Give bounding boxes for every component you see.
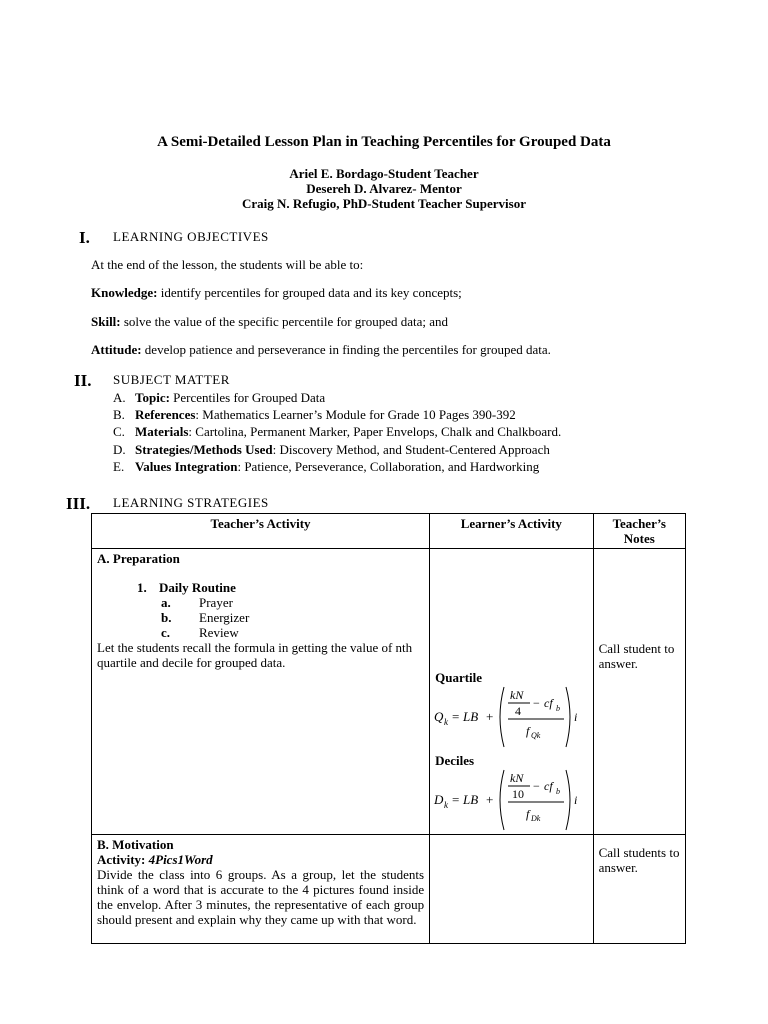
formula-text: Qk: [531, 731, 541, 740]
table-row: [92, 835, 686, 944]
item-label: Topic:: [135, 390, 170, 405]
routine-heading: [97, 580, 424, 595]
teacher-activity-cell: [92, 835, 430, 944]
item-text: Percentiles for Grouped Data: [169, 390, 326, 405]
strategies-table: [91, 513, 686, 944]
routine-label: Daily Routine: [159, 580, 236, 595]
item-letter: E.: [113, 459, 125, 474]
author-line: Ariel E. Bordago-Student Teacher: [289, 166, 479, 181]
section-title: LEARNING OBJECTIVES: [113, 229, 269, 244]
formula-text: f: [526, 807, 530, 821]
teacher-activity-cell: [92, 549, 430, 835]
deciles-formula: [432, 766, 580, 832]
left-paren: [500, 687, 504, 747]
formula-text: k: [444, 717, 449, 727]
item-label: Strategies/Methods Used: [135, 442, 273, 457]
page-title: A Semi-Detailed Lesson Plan in Teaching Percentiles for Grouped Data: [157, 134, 611, 150]
routine-item-letter: b.: [161, 610, 172, 625]
objective-knowledge: [91, 285, 462, 301]
formula-text: i: [574, 710, 578, 724]
quartile-label: Quartile: [435, 670, 483, 685]
row-heading: B. Motivation: [97, 837, 174, 852]
activity-name: 4Pics1Word: [148, 852, 213, 867]
activity-label: Activity:: [97, 852, 149, 867]
objective-attitude: [91, 342, 551, 358]
right-paren: [566, 687, 570, 747]
table-header-row: [92, 514, 686, 549]
teacher-notes-cell: [593, 549, 685, 835]
formula-text: b: [556, 787, 561, 796]
subject-item: [113, 423, 561, 440]
formula-text: +: [486, 709, 494, 724]
section-number: I.: [79, 228, 90, 247]
routine-item: [97, 595, 424, 610]
learner-activity-cell: [430, 835, 593, 944]
formula-text: 10: [512, 787, 525, 801]
author-list: [0, 166, 768, 211]
formula-text: 4: [515, 704, 522, 718]
objective-text: develop patience and perseverance in finding the percentiles for grouped data.: [141, 342, 551, 357]
quartile-formula: [432, 683, 580, 749]
item-letter: C.: [113, 424, 125, 439]
objective-label: Knowledge:: [91, 285, 158, 300]
objective-skill: [91, 314, 448, 330]
header-teacher-activity: Teacher’s Activity: [92, 514, 430, 549]
formula-text: D: [434, 792, 444, 807]
item-letter: A.: [113, 390, 126, 405]
motivation-text: Divide the class into 6 groups. As a group, let the students think of a word that is accurate to the 4 pictures found inside the envelop. After 3 minutes, the representative of each group should present and explain why they came up with that word.: [97, 867, 425, 927]
left-paren: [500, 770, 504, 830]
section-title: LEARNING STRATEGIES: [113, 495, 269, 510]
item-text: : Patience, Perseverance, Collaboration, and Hardworking: [237, 459, 540, 474]
formula-text: −: [533, 779, 540, 793]
activity-heading: [97, 852, 424, 867]
subject-item: [113, 406, 516, 423]
formula-text: cf: [544, 696, 553, 710]
teacher-note: Call students to answer.: [598, 845, 680, 875]
subject-item: [113, 441, 550, 458]
section-number: II.: [74, 371, 92, 390]
author-line: Desereh D. Alvarez- Mentor: [306, 181, 462, 196]
subject-item: [113, 458, 539, 475]
table-row: [92, 549, 686, 835]
header-learner-activity: Learner’s Activity: [430, 514, 593, 549]
learner-activity-cell: [430, 549, 593, 835]
routine-item-letter: c.: [161, 625, 171, 640]
formula-text: f: [526, 724, 530, 738]
routine-item: [97, 625, 424, 640]
objective-label: Skill:: [91, 314, 121, 329]
formula-text: −: [533, 696, 540, 710]
teacher-note: Call student to answer.: [598, 641, 675, 671]
author-line: Craig N. Refugio, PhD-Student Teacher Supervisor: [242, 196, 526, 211]
objective-text: identify percentiles for grouped data and its key concepts;: [157, 285, 462, 300]
objective-label: Attitude:: [91, 342, 142, 357]
formula-text: k: [444, 800, 449, 810]
item-letter: D.: [113, 442, 126, 457]
routine-item-letter: a.: [161, 595, 171, 610]
item-label: Materials: [135, 424, 189, 439]
deciles-label: Deciles: [435, 753, 475, 768]
header-teacher-notes: Teacher’s Notes: [593, 514, 685, 549]
item-text: : Mathematics Learner’s Module for Grade 10 Pages 390-392: [195, 407, 516, 422]
section-number: III.: [66, 494, 91, 513]
formula-text: =: [452, 792, 460, 807]
objective-text: solve the value of the specific percentile for grouped data; and: [120, 314, 449, 329]
item-text: : Discovery Method, and Student-Centered Approach: [272, 442, 550, 457]
formula-text: b: [556, 704, 561, 713]
objectives-intro: At the end of the lesson, the students will be able to:: [91, 257, 364, 272]
routine-item-text: Review: [199, 625, 239, 640]
formula-text: LB: [463, 709, 479, 724]
formula-text: i: [574, 793, 578, 807]
subject-item: [113, 389, 325, 406]
row-heading: A. Preparation: [97, 551, 180, 566]
teacher-notes-cell: [593, 835, 685, 944]
right-paren: [566, 770, 570, 830]
routine-item-text: Energizer: [199, 610, 250, 625]
formula-text: kN: [510, 771, 524, 785]
section-title: SUBJECT MATTER: [113, 372, 230, 387]
formula-text: kN: [510, 688, 524, 702]
routine-number: 1.: [137, 580, 147, 595]
routine-item-text: Prayer: [199, 595, 233, 610]
item-label: References: [135, 407, 196, 422]
item-label: Values Integration: [135, 459, 238, 474]
item-text: : Cartolina, Permanent Marker, Paper Envelops, Chalk and Chalkboard.: [188, 424, 562, 439]
routine-item: [97, 610, 424, 625]
formula-text: Dk: [531, 814, 541, 823]
item-letter: B.: [113, 407, 125, 422]
formula-text: =: [452, 709, 460, 724]
formula-text: LB: [463, 792, 479, 807]
formula-text: cf: [544, 779, 553, 793]
formula-text: +: [486, 792, 494, 807]
formula-text: Q: [434, 709, 444, 724]
preparation-text: Let the students recall the formula in getting the value of nth quartile and decile for grouped data.: [97, 640, 413, 670]
